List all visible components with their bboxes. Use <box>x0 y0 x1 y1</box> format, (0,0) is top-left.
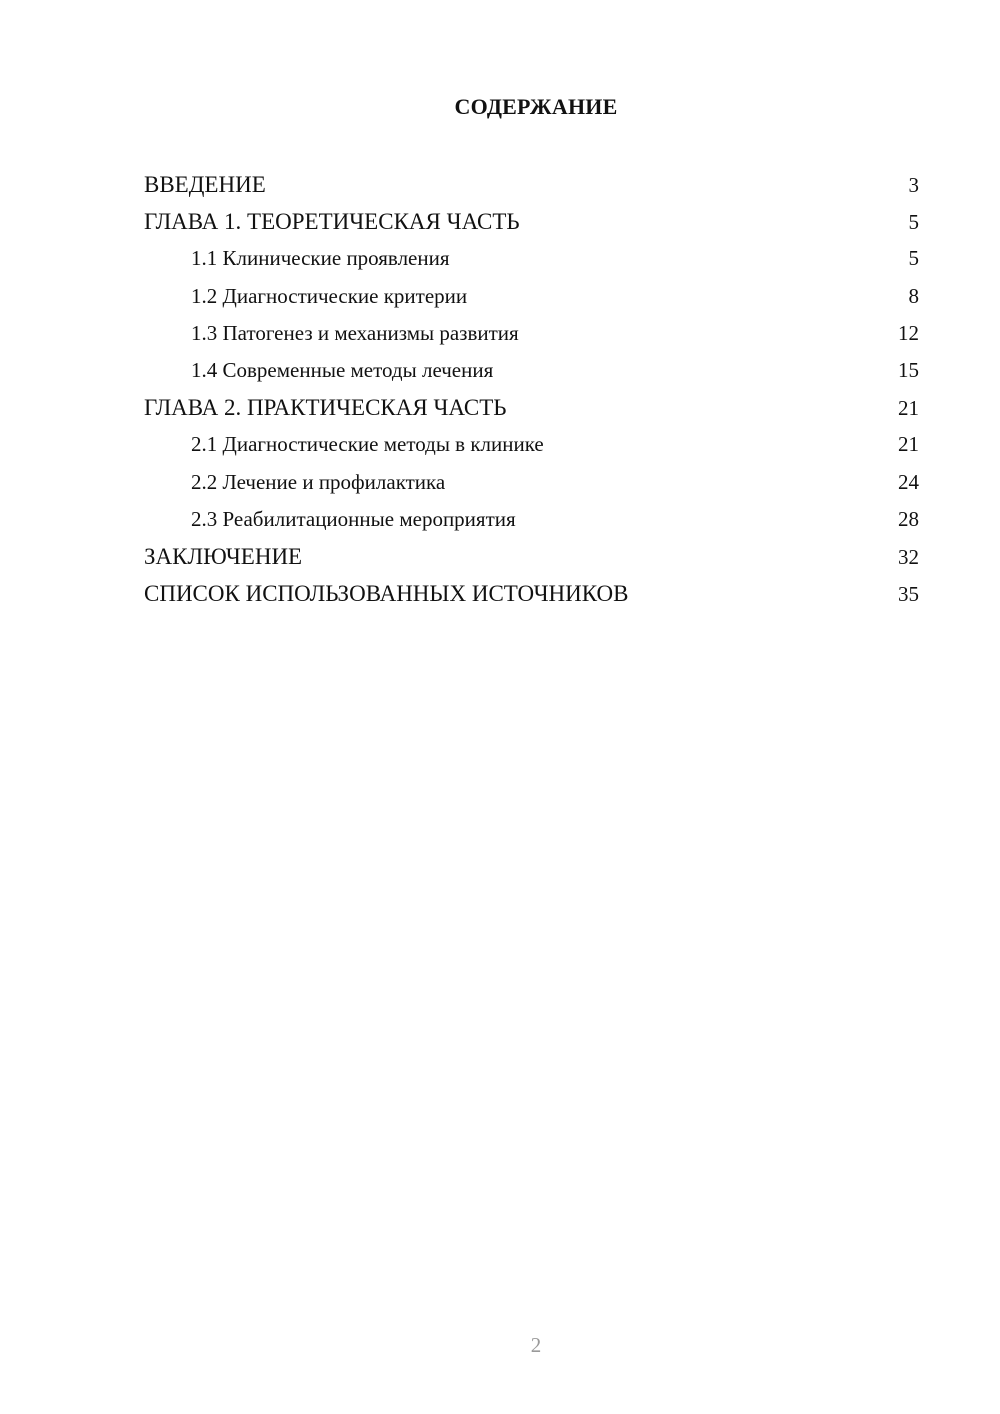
toc-entry-references[interactable] <box>144 575 919 612</box>
toc-entry-section-2-2[interactable] <box>144 464 919 501</box>
toc-entry-label: 2.3 Реабилитационные мероприятия <box>191 506 516 531</box>
toc-entry-chapter-1[interactable] <box>144 203 919 240</box>
table-of-contents <box>144 166 919 612</box>
toc-entry-introduction[interactable] <box>144 166 919 203</box>
toc-entry-page: 32 <box>898 544 919 569</box>
toc-entry-label: 1.2 Диагностические критерии <box>191 283 468 308</box>
toc-entry-page: 5 <box>908 210 919 235</box>
page-title: СОДЕРЖАНИЕ <box>454 94 618 119</box>
toc-entry-page: 5 <box>908 246 919 271</box>
toc-entry-label: 1.3 Патогенез и механизмы развития <box>191 320 519 345</box>
toc-entry-label: ВВЕДЕНИЕ <box>144 172 266 197</box>
toc-entry-label: 2.1 Диагностические методы в клинике <box>191 432 544 457</box>
toc-entry-page: 28 <box>898 506 919 531</box>
toc-entry-label: 2.2 Лечение и профилактика <box>191 469 446 494</box>
toc-entry-page: 35 <box>898 582 919 607</box>
toc-entry-label: 1.4 Современные методы лечения <box>191 357 494 382</box>
toc-entry-page: 21 <box>898 396 919 421</box>
toc-entry-label: СПИСОК ИСПОЛЬЗОВАННЫХ ИСТОЧНИКОВ <box>144 581 629 607</box>
toc-entry-label: ГЛАВА 2. ПРАКТИЧЕСКАЯ ЧАСТЬ <box>144 395 507 421</box>
toc-entry-label: ЗАКЛЮЧЕНИЕ <box>144 543 303 569</box>
page-number: 2 <box>530 1333 542 1357</box>
toc-entry-section-1-4[interactable] <box>144 352 919 389</box>
toc-entry-page: 21 <box>898 432 919 457</box>
toc-entry-page: 15 <box>898 357 919 382</box>
toc-entry-section-1-1[interactable] <box>144 240 919 277</box>
toc-entry-section-2-3[interactable] <box>144 501 919 538</box>
toc-entry-page: 24 <box>898 469 919 494</box>
toc-entry-section-2-1[interactable] <box>144 426 919 463</box>
toc-entry-label: ГЛАВА 1. ТЕОРЕТИЧЕСКАЯ ЧАСТЬ <box>144 209 520 235</box>
toc-entry-page: 8 <box>908 283 919 308</box>
toc-entry-chapter-2[interactable] <box>144 389 919 426</box>
toc-entry-section-1-3[interactable] <box>144 315 919 352</box>
toc-entry-conclusion[interactable] <box>144 538 919 575</box>
toc-entry-page: 12 <box>898 320 919 345</box>
toc-entry-label: 1.1 Клинические проявления <box>191 246 450 271</box>
toc-entry-page: 3 <box>908 173 919 197</box>
toc-entry-section-1-2[interactable] <box>144 278 919 315</box>
